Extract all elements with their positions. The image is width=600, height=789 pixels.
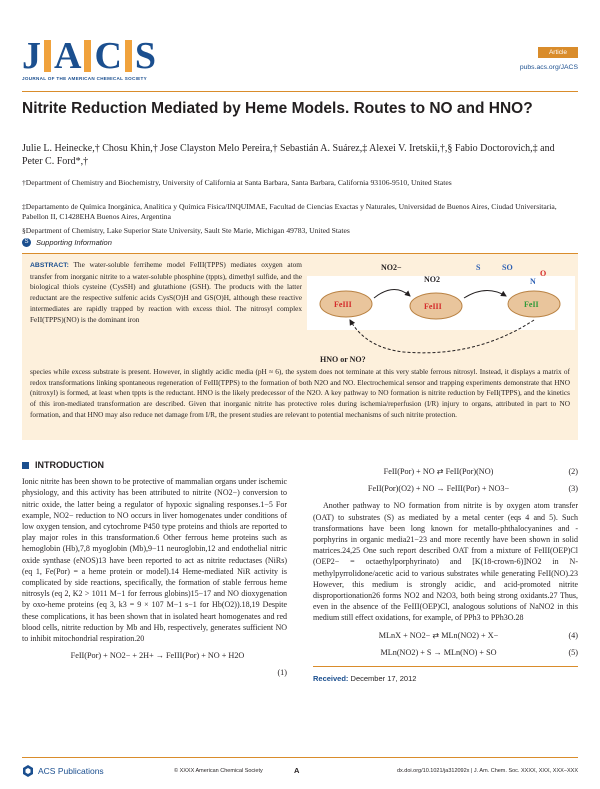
logo-divider xyxy=(84,40,91,72)
equation-3-text: FeII(Por)(O2) + NO → FeIII(Por) + NO3− xyxy=(367,484,510,494)
article-title: Nitrite Reduction Mediated by Heme Models. Routes to NO and HNO? xyxy=(22,100,533,117)
abstract-body-top: The water-soluble ferriheme model FeIII(TPPS) mediates oxygen atom transfer from inorganic nitrite to a water-soluble phosphine (tppts), dimethyl sulfide, and the biological thiols cysteine (CysSH) and glutathione (GSH). The products with the latter reductant are the respective sulfenic acids CysS(O)H and GS(O)H, although these reactive intermediates are rapidly trapped by reaction with excess thiol. The nitrosyl complex FeII(TPPS)(NO) is the dominant iron xyxy=(30,260,302,324)
logo-divider xyxy=(44,40,51,72)
received-date-line xyxy=(313,666,578,684)
journal-subtitle: JOURNAL OF THE AMERICAN CHEMICAL SOCIETY xyxy=(22,76,147,81)
acs-hexagon-icon xyxy=(22,765,34,777)
label-bound-nitrite: NO2 xyxy=(424,275,440,284)
equation-5 xyxy=(313,647,578,658)
intro-paragraph-1: Ionic nitrite has been shown to be protective of mammalian organs under ischemic physiology, and this activity has been attributed to nitrite (NO2−) conversion to nitric oxide, the latter being a regulator of hypoxic signaling responses.1−5 For example, NO2− reduction to NO occurs in liver homogenates under conditions of low oxygen tension, and cytochrome P450 type proteins and thiols are reported to play major roles in this transformation.6 Other ferrous heme proteins such as hemoglobin (Hb),7,8 myoglobin (Mb),9−11 neuroglobin,12 and endothelial nitric oxide synthase (eNOS)13 have been reported to act as nitrite reductases (NiRs) (eq 1, Fe(Por) = a heme protein or model).14 Heme-mediated NiR activity is complicated by side reactions, specifically, the formation of stable ferrous heme nitrosyls (eq 2, K2 > 1011 M−1 for ferrous globins)15−17 and NO dioxygenation by oxo-heme proteins (eq 3, k3 = 9 × 107 M−1 s−1 for Hb(O2)).18,19 Despite these complications, it has been shown that in isolated heart homogenates and red blood cells, nitrite reduction by Mb and Hb, respectively, generates sufficient NO to inhibit mitochondrial respiration.20 xyxy=(22,477,287,644)
journal-logo xyxy=(22,35,192,86)
received-label: Received: xyxy=(313,674,349,684)
abstract-body-bottom: species while excess substrate is present. However, in slightly acidic media (pH ≈ 6), the system does not terminate at this very stable ferrous nitrosyl. Instead, it displays a matrix of redox transformations linking spontaneous regeneration of FeIII(TPPS) to the formation of both N2O and NO. Electrochemical sensor and trapping experiments demonstrate that HNO (nitroxyl) is formed, at least when tppts is the reductant. HNO is the likely predecessor of the N2O. A key pathway to NO formation is nitrite reduction by FeII(TPPS), and the kinetics of this iron-mediated transformation are described. Given that inorganic nitrite has protective roles during ischemia/reperfusion (I/R) injury to organs, attributed in part to NO formation, and that HNO may also reduce net damage from I/R, the present studies are relevant to potential mechanisms of such nitrite protection. xyxy=(30,367,570,419)
equation-2 xyxy=(313,466,578,477)
right-column xyxy=(313,460,578,684)
label-nitrite: NO2− xyxy=(381,263,402,272)
affiliation-1: †Department of Chemistry and Biochemistry, University of California at Santa Barbara, Santa Barbara, California 93106-9510, United States xyxy=(22,178,452,187)
equation-3-number: (3) xyxy=(568,484,578,494)
equation-1-text: FeII(Por) + NO2− + 2H+ → FeIII(Por) + NO + H2O xyxy=(70,651,245,661)
journal-url-link[interactable]: pubs.acs.org/JACS xyxy=(519,64,578,71)
equation-3 xyxy=(313,483,578,494)
label-substrate-oxide: SO xyxy=(502,263,513,272)
equation-4 xyxy=(313,630,578,641)
affiliation-3: §Department of Chemistry, Lake Superior State University, Sault Ste Marie, Michigan 49783, United States xyxy=(22,226,350,235)
logo-letter-s: S xyxy=(134,35,157,77)
publisher-name: ACS Publications xyxy=(38,766,104,776)
page-number: A xyxy=(294,766,300,775)
label-fe-iii-1: FeIII xyxy=(334,300,352,309)
section-title: INTRODUCTION xyxy=(35,460,104,470)
label-hno-or-no: HNO or NO? xyxy=(320,355,366,364)
logo-letter-j: J xyxy=(22,35,41,77)
article-type-badge: Article xyxy=(538,47,578,58)
toc-graphic xyxy=(306,254,576,366)
label-fe-iii-2: FeIII xyxy=(424,302,442,311)
abstract-text-top xyxy=(30,260,302,325)
label-nitrosyl-n: N xyxy=(530,277,536,286)
header-divider xyxy=(22,91,578,92)
label-nitrosyl-o: O xyxy=(540,269,547,278)
left-column xyxy=(22,460,287,685)
supporting-info-icon: S xyxy=(22,238,31,247)
toc-scheme-svg xyxy=(306,254,576,366)
received-date: December 17, 2012 xyxy=(350,674,417,684)
supporting-info-link[interactable] xyxy=(22,238,112,247)
copyright-notice: © XXXX American Chemical Society xyxy=(174,768,263,774)
equation-5-number: (5) xyxy=(568,647,578,657)
equation-2-text: FeII(Por) + NO ⇄ FeII(Por)(NO) xyxy=(383,467,494,476)
equation-1-number: (1) xyxy=(277,668,287,678)
label-fe-ii: FeII xyxy=(524,300,539,309)
logo-letter-c: C xyxy=(94,35,122,77)
logo-letter-a: A xyxy=(54,35,82,77)
equation-1 xyxy=(22,650,287,661)
affiliation-2: ‡Departamento de Química Inorgánica, Analítica y Química Física/INQUIMAE, Facultad de Ciencias Exactas y Naturales, Universidad de Buenos Aires, Ciudad Universitaria, Pabellon II, C1428EHA Buenos Aires, Argentina xyxy=(22,202,557,221)
equation-2-number: (2) xyxy=(568,467,578,476)
equation-4-number: (4) xyxy=(568,630,578,640)
logo-letters xyxy=(22,35,192,77)
equation-4-text: MLnX + NO2− ⇄ MLn(NO2) + X− xyxy=(378,630,499,640)
abstract-label: ABSTRACT: xyxy=(30,262,69,269)
abstract-box xyxy=(22,253,578,440)
equation-5-text: MLn(NO2) + S → MLn(NO) + SO xyxy=(380,647,497,657)
equation-1-number-row xyxy=(22,667,287,678)
supporting-info-label: Supporting Information xyxy=(36,238,112,247)
doi-citation-link[interactable]: dx.doi.org/10.1021/ja312092x | J. Am. Chem. Soc. XXXX, XXX, XXX−XXX xyxy=(396,768,578,774)
body-paragraph-2: Another pathway to NO formation from nitrite is by oxygen atom transfer (OAT) to substrates (S) as mediated by a metal center (eqs 4 and 5). Such transformations have been long known for metallo-phthalocyanines and -porphyrins in organic media21−23 and more recently have been shown in solid matrices.24,25 One such report described OAT from a mixture of FeIII(OEP)Cl (OEP2− = octaethylporphyrinato) and [K(18-crown-6)]NO2 in N-methylpyrrolidone/acetic acid to various substrates while generating FeII(NO).23 However, this medium is strongly acidic, and acid-promoted nitrite disproportionation26 forms NO2 and N2O3, both being strong oxidants.27 Thus, even in the absence of the FeIII(OEP)Cl, analogous solutions of NaNO2 in this medium still effect oxidations, for example, of PPh3 to PPh3O.28 xyxy=(313,501,578,623)
label-substrate: S xyxy=(476,263,481,272)
logo-divider xyxy=(125,40,132,72)
author-list: Julie L. Heinecke,† Chosu Khin,† Jose Clayston Melo Pereira,† Sebastián A. Suárez,‡ Alexei V. Iretskii,†,§ Fabio Doctorovich,‡ and Peter C. Ford*,† xyxy=(22,143,555,167)
page-footer xyxy=(22,757,578,781)
section-marker-icon xyxy=(22,462,29,469)
acs-publications-logo xyxy=(22,765,104,777)
section-heading-introduction xyxy=(22,460,287,471)
